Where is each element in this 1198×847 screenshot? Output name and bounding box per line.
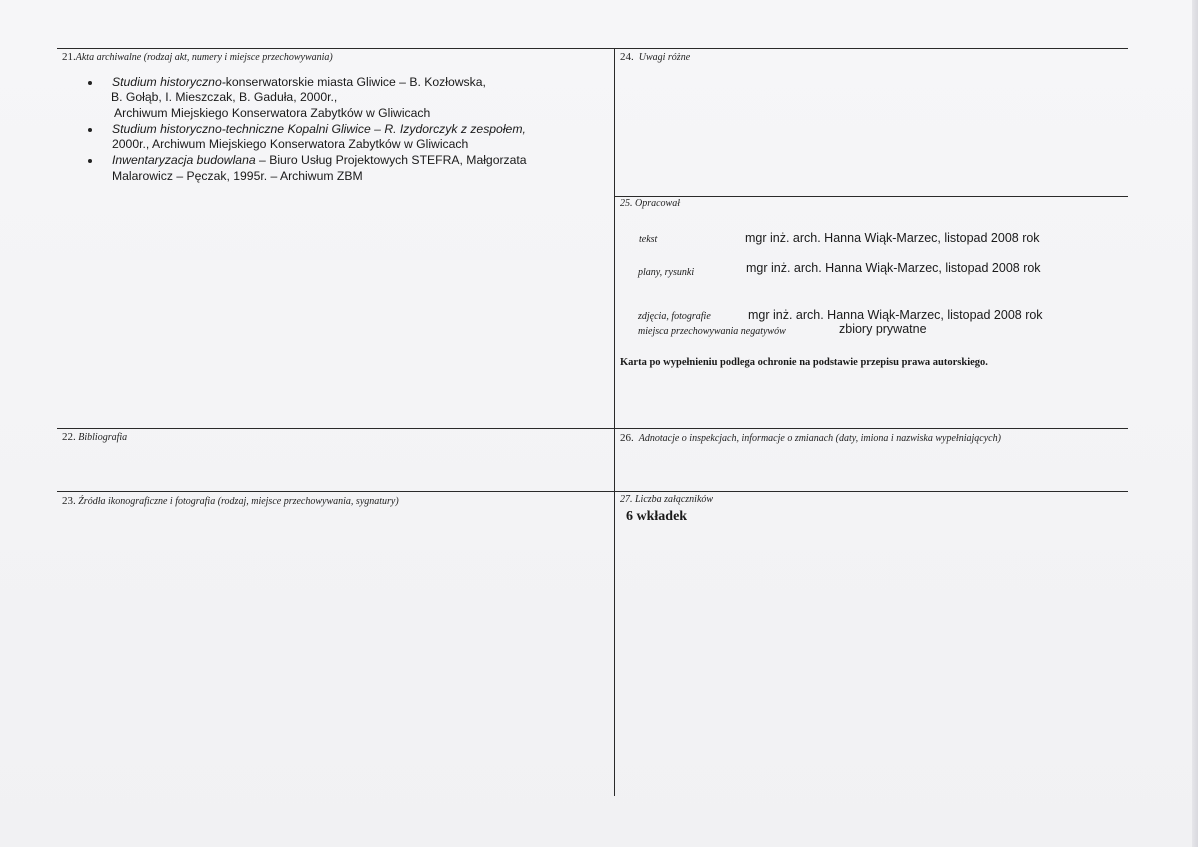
section-24-title: Uwagi różne <box>638 52 691 63</box>
list-item <box>88 122 618 153</box>
paper-edge <box>1192 0 1198 847</box>
list-item <box>88 153 618 184</box>
item-2-line2: 2000r., Archiwum Miejskiego Konserwatora Zabytków w Gliwicach <box>112 137 469 152</box>
negatives-label: miejsca przechowywania negatywów <box>638 326 786 337</box>
author-row-value: mgr inż. arch. Hanna Wiąk-Marzec, listopad 2008 rok <box>746 261 1041 275</box>
bullet-icon <box>88 128 92 132</box>
section-23-heading <box>62 495 399 507</box>
item-3-rest: – Biuro Usług Projektowych STEFRA, Małgorzata <box>255 153 527 168</box>
item-1-line3: Archiwum Miejskiego Konserwatora Zabytków w Gliwicach <box>114 105 431 120</box>
section-27-number: 27. <box>620 494 633 505</box>
negatives-row <box>638 321 786 339</box>
archive-records-list <box>88 75 618 184</box>
item-2-italic: Studium historyczno-techniczne Kopalni Gliwice – R. Izydorczyk z zespołem, <box>112 121 526 136</box>
item-3-line2: Malarowicz – Pęczak, 1995r. – Archiwum ZBM <box>112 168 363 183</box>
item-1-italic: Studium historyczno- <box>112 75 226 89</box>
section-27-heading <box>620 494 713 505</box>
rule-row-22 <box>57 428 1128 429</box>
list-item <box>88 75 618 121</box>
section-21-title: Akta archiwalne (rodzaj akt, numery i miejsce przechowywania) <box>75 52 333 63</box>
section-27-title: Liczba załączników <box>635 494 714 505</box>
rule-row-23 <box>57 491 1128 492</box>
section-21-number: 21. <box>62 51 76 63</box>
author-row-value: mgr inż. arch. Hanna Wiąk-Marzec, listopad 2008 rok <box>745 231 1040 245</box>
bullet-icon <box>88 159 92 163</box>
item-1-line2: B. Gołąb, I. Mieszczak, B. Gaduła, 2000r., <box>111 90 338 105</box>
item-1-rest: konserwatorskie miasta Gliwice – B. Kozłowska, <box>225 75 486 89</box>
item-3-italic: Inwentaryzacja budowlana <box>112 153 256 168</box>
section-26-title: Adnotacje o inspekcjach, informacje o zmianach (daty, imiona i nazwiska wypełniających) <box>638 433 1001 444</box>
copyright-note: Karta po wypełnieniu podlega ochronie na podstawie przepisu prawa autorskiego. <box>620 357 988 368</box>
author-row-label: tekst <box>639 234 658 245</box>
author-row-text <box>639 229 657 247</box>
bullet-icon <box>88 81 92 85</box>
section-26-heading <box>620 432 1001 444</box>
author-row-label: zdjęcia, fotografie <box>638 311 711 322</box>
section-23-title: Źródła ikonograficzne i fotografia (rodzaj, miejsce przechowywania, sygnatury) <box>78 496 399 507</box>
attachment-count: 6 wkładek <box>626 509 688 524</box>
section-25-title: Opracował <box>635 198 680 209</box>
author-row-label: plany, rysunki <box>638 267 695 278</box>
section-22-heading <box>62 431 127 443</box>
section-25-number: 25. <box>620 198 633 209</box>
section-26-number: 26. <box>620 432 634 444</box>
section-24-heading <box>620 51 690 63</box>
author-row-value: mgr inż. arch. Hanna Wiąk-Marzec, listopad 2008 rok <box>748 308 1043 322</box>
section-21-heading <box>62 51 333 63</box>
author-row-plans <box>638 262 694 280</box>
section-22-title: Bibliografia <box>78 432 128 443</box>
rule-24-25 <box>614 196 1128 197</box>
top-rule <box>57 48 1128 49</box>
section-23-number: 23. <box>62 495 76 507</box>
negatives-value: zbiory prywatne <box>839 322 927 336</box>
section-22-number: 22. <box>62 431 76 443</box>
section-24-number: 24. <box>620 51 634 63</box>
section-25-heading <box>620 198 680 209</box>
